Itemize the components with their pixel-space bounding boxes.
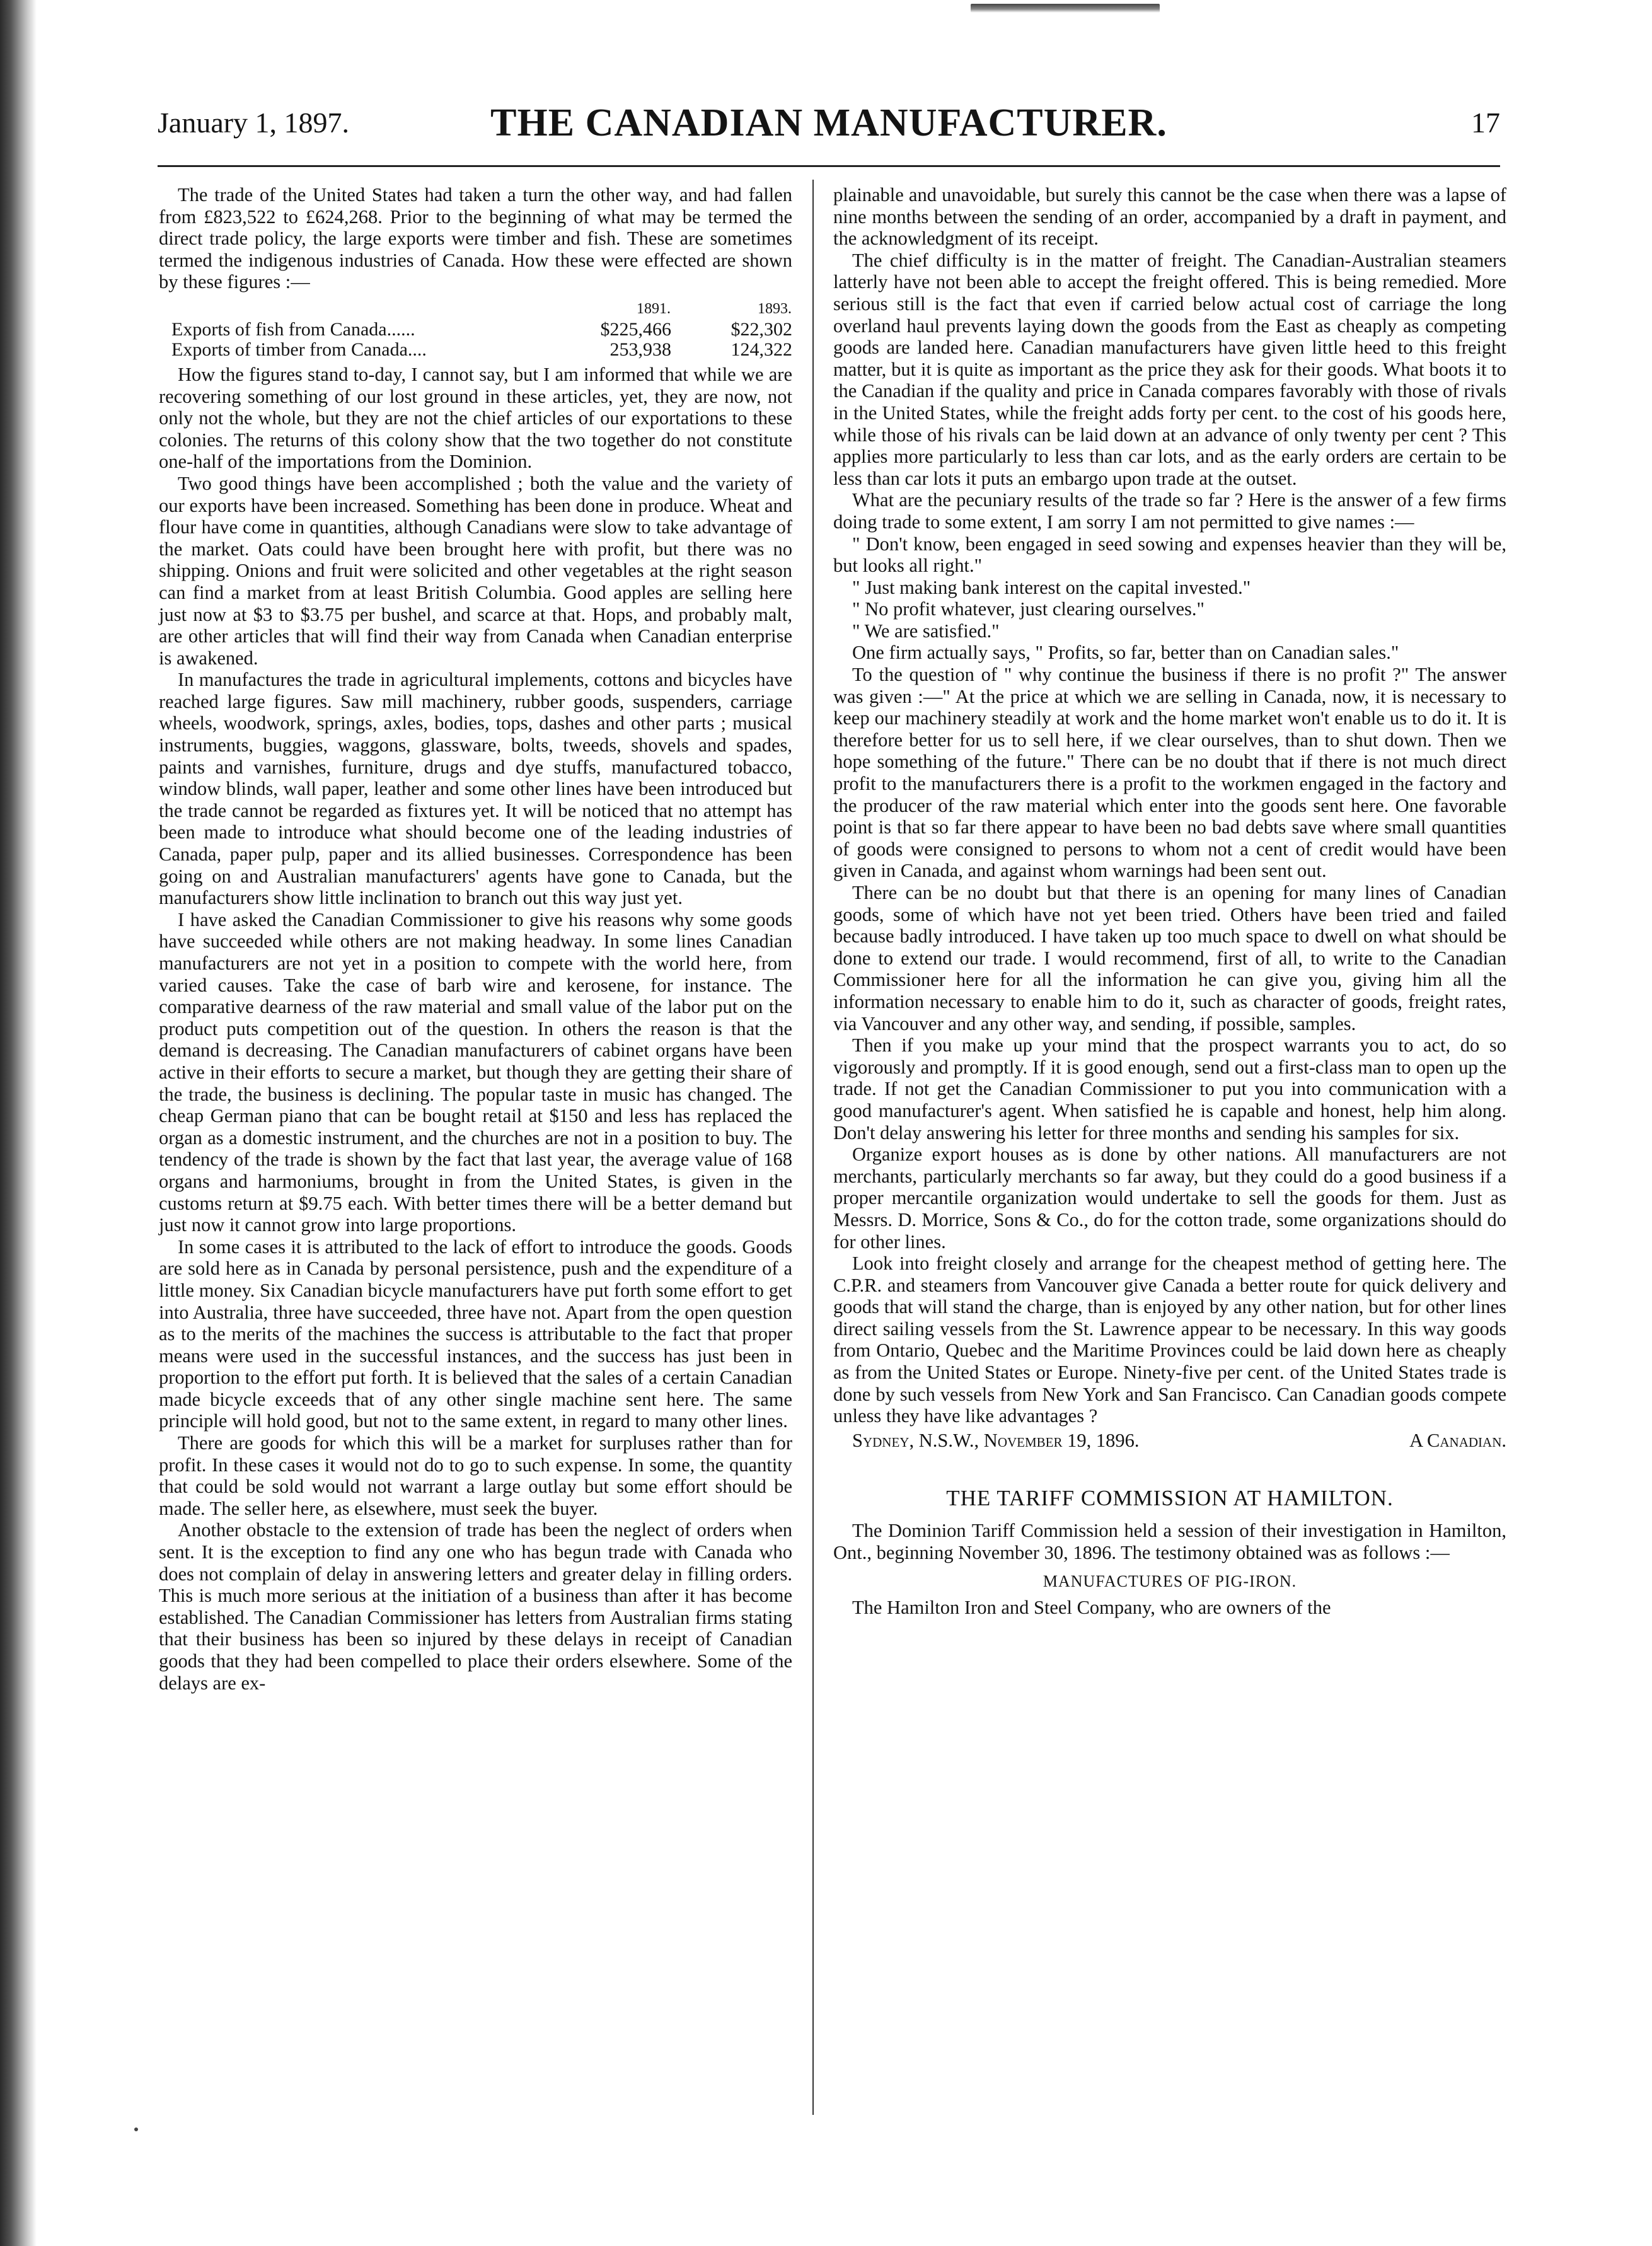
header-rule xyxy=(158,165,1500,167)
quote: " We are satisfied." xyxy=(852,620,1000,642)
sub-heading: MANUFACTURES OF PIG-IRON. xyxy=(1043,1572,1297,1591)
column-header: 1893. xyxy=(758,300,792,317)
quote: " Just making bank interest on the capital invested." xyxy=(852,576,1251,598)
paragraph: The Hamilton Iron and Steel Company, who are owners of the xyxy=(852,1596,1331,1618)
paragraph: In manufactures the trade in agricultural implements, cottons and bicycles have reached large figures. Saw mill machinery, rubber goods, suspenders, carriage wheels, woodwork, springs, axles, bodies, tops, dashes and other parts ; musical instruments, buggies, waggons, glassware, bolts, tweeds, shovels and spades, paints and varnishes, furniture, drugs and dye stuffs, manufactured tobacco, window blinds, wall paper, leather and some other lines have been introduced but the trade cannot be regarded as fixtures yet. It will be noticed that no attempt has been made to introduce what should become one of the leading industries of Canada, paper pulp, paper and its allied businesses. Correspondence has been going on and Australian manufacturers' agents have gone to Canada, but the manufacturers show little inclination to branch out this way just yet. xyxy=(159,669,792,909)
paragraph: One firm actually says, " Profits, so far, better than on Canadian sales." xyxy=(852,642,1399,664)
scan-edge-shadow xyxy=(0,0,37,2246)
column-divider xyxy=(812,180,814,2115)
table-cell: $22,302 xyxy=(731,318,792,340)
paragraph: I have asked the Canadian Commissioner to give his reasons why some goods have succeeded while others are not making headway. In some lines Canadian manufacturers are not yet in a position to compete with the world here, from varied causes. Take the case of barb wire and kerosene, for instance. The comparative dearness of the raw material and small value of the labor put on the product puts competition out of the question. In others the reason is that the demand is decreasing. The Canadian manufacturers of cabinet organs have been active in their efforts to secure a market, but though they are getting their share of the trade, the business is declining. The popular taste in music has changed. The cheap German piano that can be bought retail at $150 and less has replaced the organ as a domestic instrument, and the churches are not in a position to buy. The tendency of the trade is shown by the fact that last year, the average value of 168 organs and harmoniums, brought in from the United States, is given in the customs return at $9.75 each. With better times there will be a better demand but just now it cannot grow into large proportions. xyxy=(159,908,792,1236)
paragraph: There can be no doubt but that there is an opening for many lines of Canadian goods, some of which have not yet been tried. Others have been tried and failed because badly introduced. I have taken up too much space to dwell on what should be done to extend our trade. I would recommend, first of all, to write to the Canadian Commissioner here for all the information he can give you, giving him all the information necessary to enable him to do it, such as character of goods, freight rates, via Vancouver and any other way, and sending, if possible, samples. xyxy=(833,882,1506,1034)
signoff-place: Sydney, N.S.W., November 19, 1896. xyxy=(852,1429,1140,1451)
page-header xyxy=(158,101,1500,151)
paragraph: Then if you make up your mind that the prospect warrants you to act, do so vigorously and promptly. If it is good enough, send out a first-class man to open up the trade. If not get the Canadian Commissioner to put you into communication with a good manufacturer's agent. When satisfied he is capable and honest, help him along. Don't delay answering his letter for three months and sending his samples for six. xyxy=(833,1034,1506,1143)
right-column xyxy=(833,184,1506,1618)
paragraph: The trade of the United States had taken a turn the other way, and had fallen from £823,522 to £624,268. Prior to the beginning of what may be termed the direct trade policy, the large exports were timber and fish. These are sometimes termed the indigenous industries of Canada. How these were effected are shown by these figures :— xyxy=(159,184,792,293)
table-cell: 124,322 xyxy=(731,339,792,360)
row-label: Exports of timber from Canada.... xyxy=(171,339,427,360)
paragraph: plainable and unavoidable, but surely this cannot be the case when there was a lapse of nine months between the sending of an order, accompanied by a draft in payment, and the acknowledgment of its receipt. xyxy=(833,184,1506,250)
signoff-author: A Canadian. xyxy=(1409,1429,1506,1451)
page-number: 17 xyxy=(1471,107,1500,139)
paragraph: How the figures stand to-day, I cannot say, but I am informed that while we are recovering something of our lost ground in these articles, yet, they are now, not only not the whole, but they are not the chief articles of our exportations to these colonies. The returns of this colony show that the two together do not constitute one-half of the importations from the Dominion. xyxy=(159,363,792,473)
paragraph: There are goods for which this will be a market for surpluses rather than for profit. In these cases it would not do to go to such expense. In some, the quantity that could be sold would not warrant a large outlay but some effort should be made. The seller here, as elsewhere, must seek the buyer. xyxy=(159,1432,792,1519)
paragraph: What are the pecuniary results of the trade so far ? Here is the answer of a few firms doing trade to some extent, I am sorry I am not permitted to give names :— xyxy=(833,489,1506,533)
paragraph: To the question of " why continue the business if there is no profit ?" The answer was given :—" At the price at which we are selling in Canada, now, it is necessary to keep our machinery steadily at work and the home market won't enable us to do it. It is therefore better for us to sell here, if we clear ourselves, than to shut down. Then we hope something of the future." There can be no doubt that if there is not much direct profit to the manufacturers there is a profit to the workmen engaged in the factory and the producer of the raw material which enter into the goods sent here. One favorable point is that so far there appear to have been no bad debts save where small quantities of goods were consigned to persons to whom not a cent of credit would have been given in Canada, and against whom warnings had been sent out. xyxy=(833,664,1506,882)
row-label: Exports of fish from Canada...... xyxy=(171,318,415,340)
paragraph: Two good things have been accomplished ; both the value and the variety of our exports have been increased. Something has been done in produce. Wheat and flour have come in quantities, although Canadians were slow to take advantage of the market. Oats could have been brought here with profit, but there was no shipping. Onions and fruit were solicited and other vegetables at the right season can find a market from at least British Columbia. Good apples are selling here just now at $3 to $3.75 per bushel, and scarce at that. Hops, and probably malt, are other articles that will find their way from Canada when Canadian enterprise is awakened. xyxy=(159,472,792,669)
article-signoff xyxy=(833,1430,1506,1452)
paragraph: The Dominion Tariff Commission held a session of their investigation in Hamilton, Ont., beginning November 30, 1896. The testimony obtained was as follows :— xyxy=(833,1520,1506,1563)
table-row xyxy=(159,320,792,340)
paragraph: Look into freight closely and arrange for the cheapest method of getting here. The C.P.R. and steamers from Vancouver give Canada a better route for quick delivery and goods that will stand the charge, than is enjoyed by any other nation, but for other lines direct sailing vessels from the St. Lawrence appear to be necessary. In this way goods from Ontario, Quebec and the Maritime Provinces could be laid down here as cheaply as from the United States or Europe. Ninety-five per cent. of the United States trade is done by such vessels from New York and San Francisco. Can Canadian goods compete unless they have like advantages ? xyxy=(833,1253,1506,1427)
paragraph: Another obstacle to the extension of trade has been the neglect of orders when sent. It is the exception to find any one who has begun trade with Canada who does not complain of delay in answering letters and greater delay in filling orders. This is much more serious at the initiation of a business than after it has become established. The Canadian Commissioner has letters from Australian firms stating that their business has been so injured by these delays in receipt of Canadian goods that they had been compelled to place their orders elsewhere. Some of the delays are ex- xyxy=(159,1519,792,1694)
paragraph: The chief difficulty is in the matter of freight. The Canadian-Australian steamers latterly have not been able to accept the freight offered. This is being remedied. More serious still is the fact that even if carried below actual cost of carriage the long overland haul prevents laying down the goods from the East as cheaply as competing goods are landed here. Canadian manufacturers have given little heed to this freight matter, but it is quite as important as the price they ask for their goods. What boots it to the Canadian if the quality and price in Canada compares favorably with those of rivals in the United States, while the freight adds forty per cent. to the cost of his goods here, while those of his rivals can be laid down at an advance of only twenty per cent ? This applies more particularly to less than car lots, and as the early orders are certain to be less than car lots it puts an embargo upon trade at the outset. xyxy=(833,249,1506,489)
paragraph: In some cases it is attributed to the lack of effort to introduce the goods. Goods are sold here as in Canada by personal persistence, push and the expenditure of a little money. Six Canadian bicycle manufacturers have put forth some effort to get into Australia, three have succeeded, three have not. Apart from the open question as to the merits of the machines the success is attributable to the fact that proper means were used in the successful instances, and the success has just been in proportion to the effort put forth. It is believed that the sales of a certain Canadian made bicycle exceeds that of any other single machine sent here. The same principle will hold good, but not to the same extent, in regard to many other lines. xyxy=(159,1236,792,1432)
table-cell: 253,938 xyxy=(609,339,671,360)
ink-speck xyxy=(134,2127,138,2131)
table-header-row xyxy=(159,298,792,320)
table-cell: $225,466 xyxy=(600,318,671,340)
paragraph: Organize export houses as is done by other nations. All manufacturers are not merchants, particularly merchants so far away, but they could do a good business if a proper mercantile organization would undertake to sell the goods for them. Just as Messrs. D. Morrice, Sons & Co., do for the cotton trade, some organizations should do for other lines. xyxy=(833,1143,1506,1253)
column-header: 1891. xyxy=(637,300,671,317)
left-column xyxy=(159,184,792,1694)
scan-top-mark xyxy=(971,4,1160,13)
publication-title: THE CANADIAN MANUFACTURER. xyxy=(490,101,1167,144)
section-heading: THE TARIFF COMMISSION AT HAMILTON. xyxy=(946,1486,1394,1511)
quote: " Don't know, been engaged in seed sowing and expenses heavier than they will be, but looks all right." xyxy=(833,533,1506,577)
table-row xyxy=(159,340,792,360)
quote: " No profit whatever, just clearing ourselves." xyxy=(852,598,1204,620)
exports-table xyxy=(159,298,792,360)
issue-date: January 1, 1897. xyxy=(158,107,350,139)
